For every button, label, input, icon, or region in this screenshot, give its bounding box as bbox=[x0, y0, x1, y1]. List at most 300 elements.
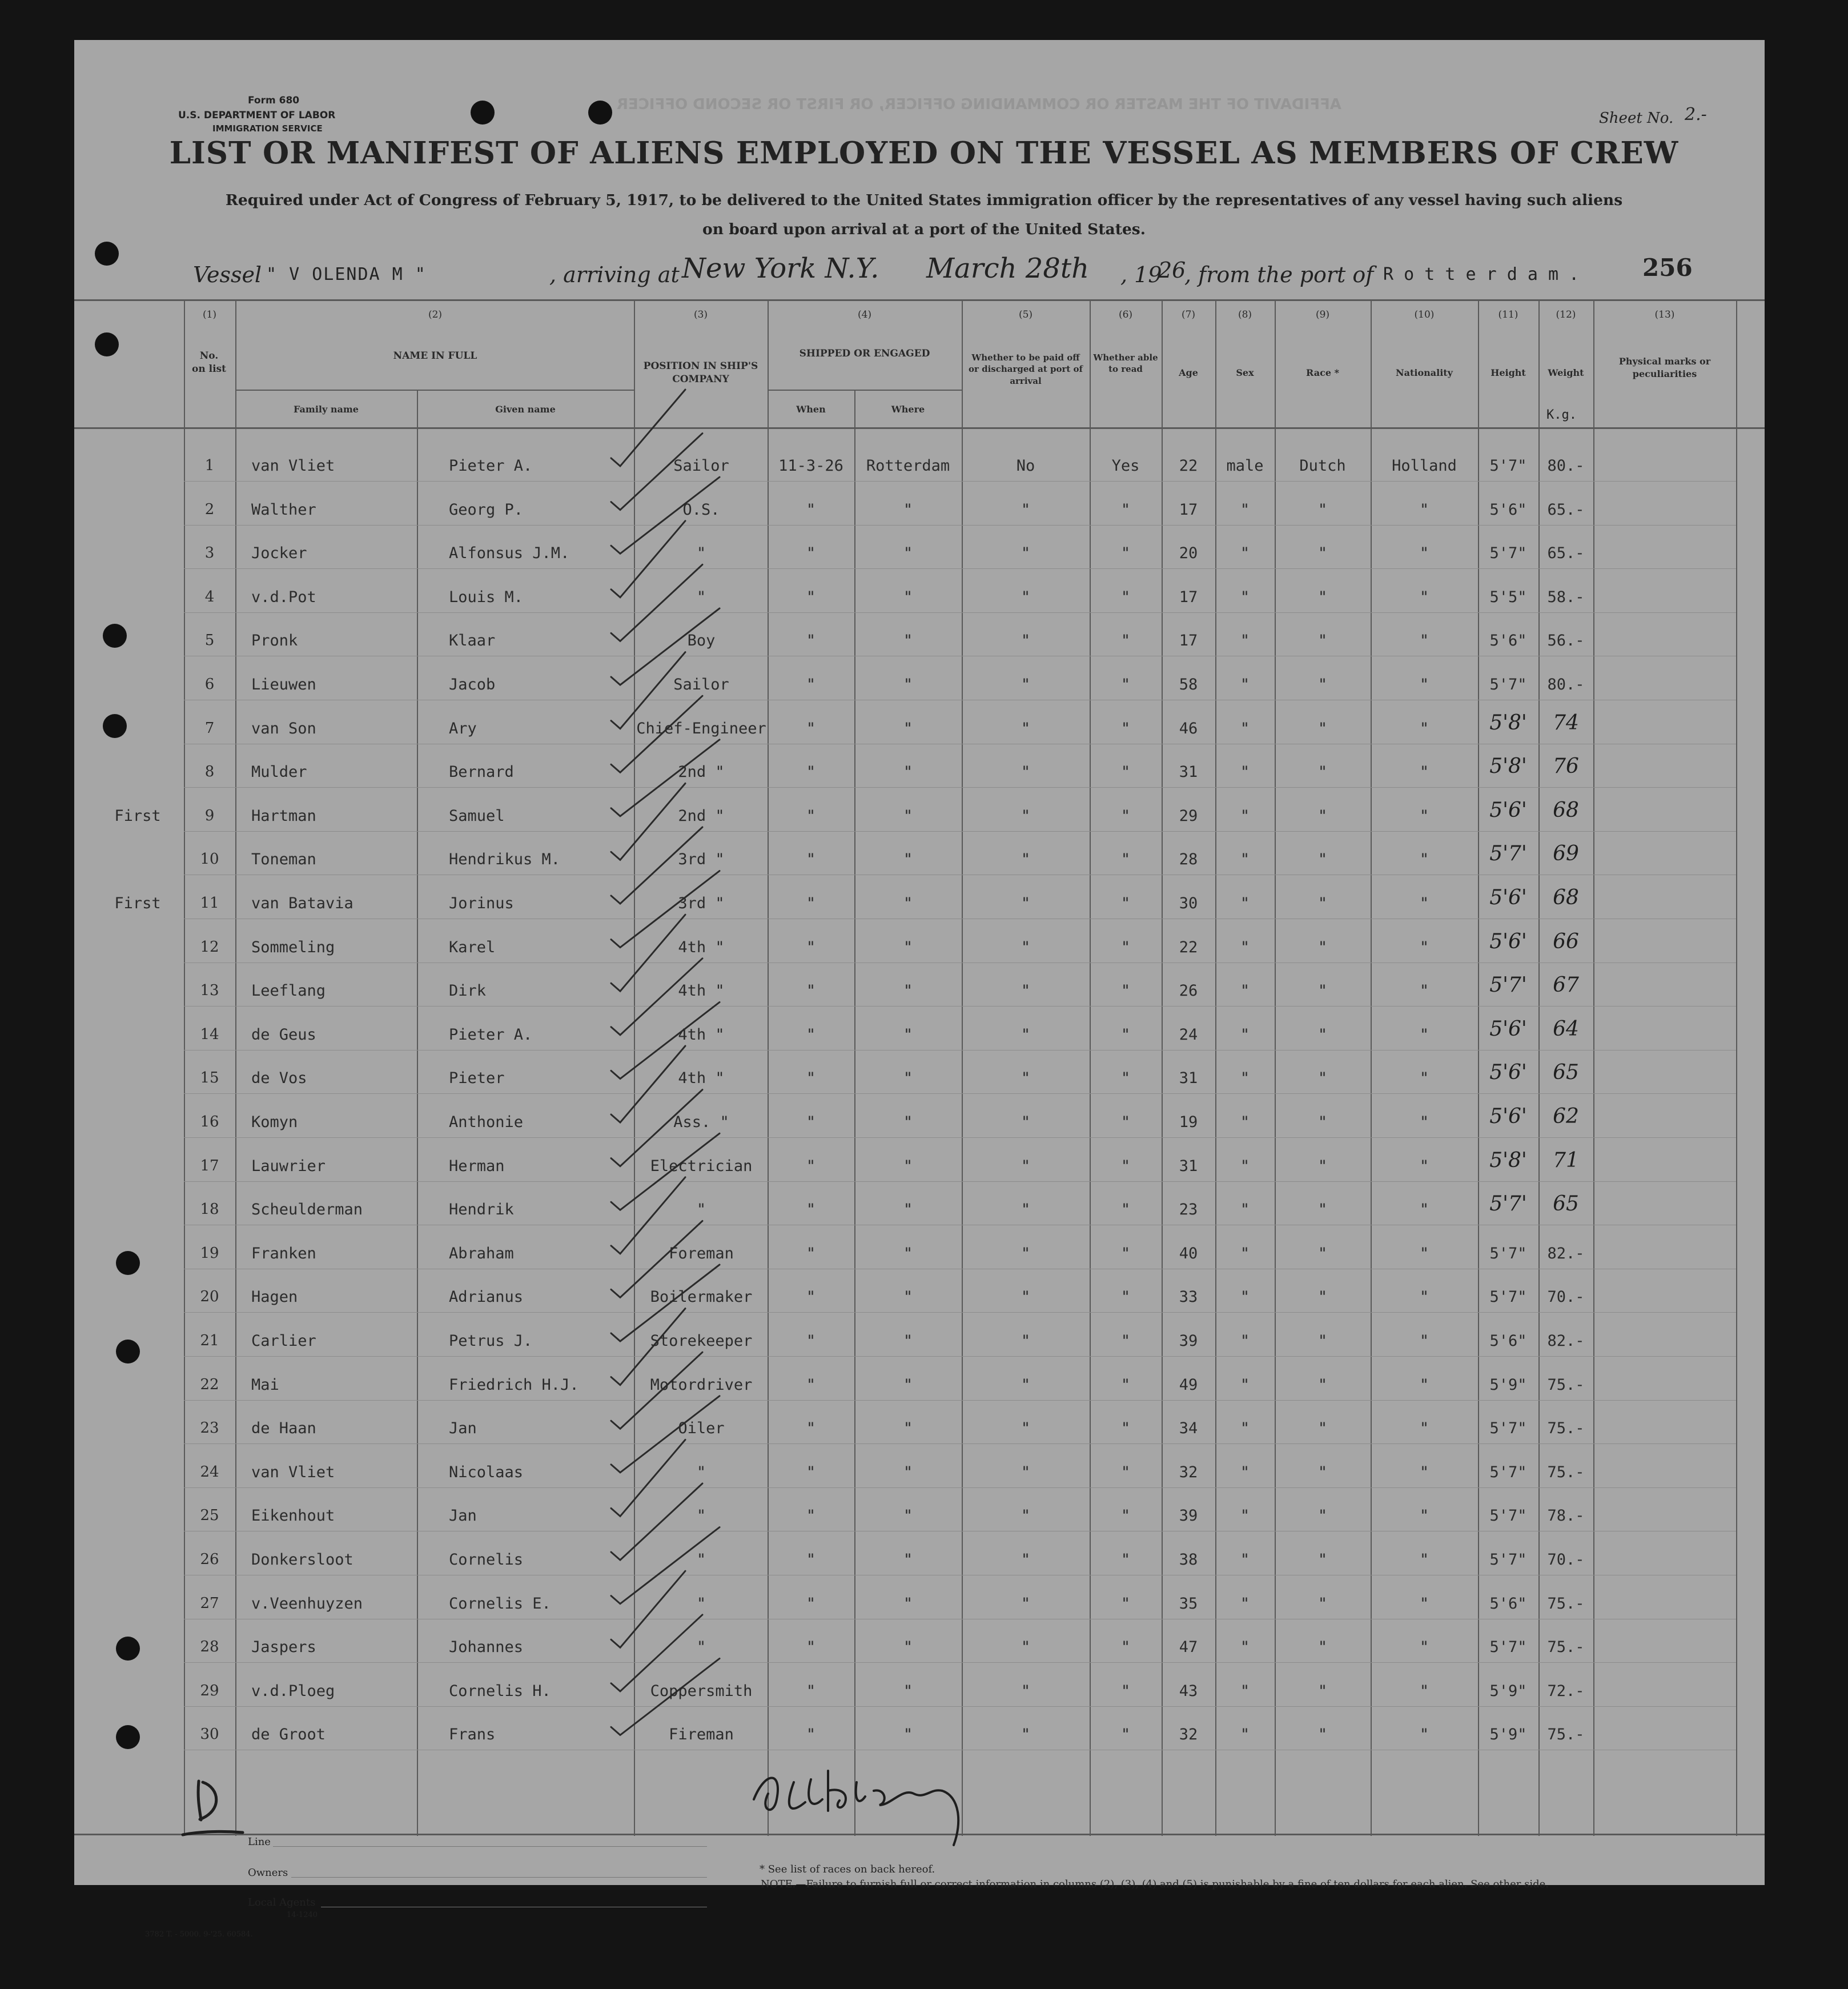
shipped-where: " bbox=[903, 1507, 913, 1525]
nationality: " bbox=[1419, 851, 1429, 869]
position: 4th " bbox=[678, 938, 725, 956]
given-name: Cornelis E. bbox=[449, 1594, 551, 1613]
year-prefix: , 19 bbox=[1120, 262, 1162, 287]
weight: 56.- bbox=[1547, 632, 1585, 650]
shipped-when: " bbox=[806, 1507, 816, 1525]
weight: 75.- bbox=[1547, 1419, 1585, 1438]
family-name: v.Veenhuyzen bbox=[251, 1594, 363, 1613]
height: 5'7" bbox=[1489, 1507, 1527, 1525]
age: 17 bbox=[1179, 632, 1198, 650]
weight: 75.- bbox=[1547, 1638, 1585, 1657]
row-rule bbox=[184, 1400, 1736, 1401]
paid-off: " bbox=[1021, 895, 1031, 912]
age: 31 bbox=[1179, 1157, 1198, 1175]
arrival-date: March 28th bbox=[926, 252, 1090, 284]
paid-off: " bbox=[1021, 1113, 1031, 1131]
table-row bbox=[0, 796, 1848, 839]
weight: 67 bbox=[1553, 973, 1579, 997]
family-name: Lauwrier bbox=[251, 1157, 326, 1175]
row-number: 11 bbox=[200, 895, 219, 912]
local-agents-label: Local Agents bbox=[248, 1896, 316, 1908]
family-name: Mulder bbox=[251, 763, 307, 781]
age: 17 bbox=[1179, 500, 1198, 519]
weight: 65 bbox=[1553, 1061, 1579, 1085]
sex: " bbox=[1240, 1113, 1250, 1131]
shipped-when: " bbox=[806, 1157, 816, 1175]
row-rule bbox=[184, 612, 1736, 613]
height: 5'6' bbox=[1489, 1017, 1527, 1041]
given-name: Bernard bbox=[449, 763, 514, 781]
able-to-read: " bbox=[1120, 588, 1131, 606]
row-number: 17 bbox=[200, 1157, 219, 1174]
paid-off: " bbox=[1021, 1638, 1031, 1657]
height: 5'7" bbox=[1489, 457, 1527, 475]
height: 5'7' bbox=[1489, 973, 1527, 997]
table-row bbox=[0, 664, 1848, 708]
able-to-read: " bbox=[1120, 1244, 1131, 1262]
position: " bbox=[696, 1638, 706, 1657]
race: " bbox=[1317, 1682, 1328, 1700]
check-mark bbox=[611, 1133, 720, 1210]
table-row bbox=[0, 708, 1848, 752]
row-number: 25 bbox=[200, 1507, 219, 1525]
family-name: Komyn bbox=[251, 1113, 298, 1131]
shipped-where: " bbox=[903, 1069, 913, 1088]
given-name: Klaar bbox=[449, 632, 496, 650]
nationality: " bbox=[1419, 1594, 1429, 1613]
height: 5'7" bbox=[1489, 676, 1527, 693]
punch-hole bbox=[95, 332, 119, 356]
position: 2nd " bbox=[678, 807, 725, 825]
age: 30 bbox=[1179, 895, 1198, 912]
race: " bbox=[1317, 1594, 1328, 1613]
col2-header: NAME IN FULL bbox=[393, 350, 477, 362]
sex: " bbox=[1240, 632, 1250, 650]
nationality: " bbox=[1419, 763, 1429, 781]
check-mark bbox=[611, 871, 720, 948]
paid-off: " bbox=[1021, 1376, 1031, 1394]
given-name: Pieter A. bbox=[449, 457, 533, 475]
row-number: 8 bbox=[204, 763, 215, 781]
weight: 69 bbox=[1553, 842, 1579, 866]
row-number: 3 bbox=[204, 544, 215, 562]
nationality: " bbox=[1419, 1157, 1429, 1175]
margin-mark bbox=[171, 1777, 246, 1839]
race: " bbox=[1317, 1507, 1328, 1525]
margin-note: First bbox=[114, 895, 161, 912]
shipped-when: " bbox=[806, 1025, 816, 1044]
position: " bbox=[696, 588, 706, 606]
family-name: Leeflang bbox=[251, 982, 326, 1000]
shipped-where: " bbox=[903, 1726, 913, 1744]
line-label: Line bbox=[248, 1836, 271, 1848]
able-to-read: " bbox=[1120, 1288, 1131, 1306]
shipped-where: " bbox=[903, 1332, 913, 1350]
row-rule bbox=[184, 1181, 1736, 1182]
position: Chief-Engineer bbox=[636, 719, 766, 737]
paid-off: " bbox=[1021, 1244, 1031, 1262]
shipped-where: " bbox=[903, 1113, 913, 1131]
weight: 65.- bbox=[1547, 544, 1585, 563]
shipped-when: " bbox=[806, 1288, 816, 1306]
shipped-where: " bbox=[903, 1463, 913, 1481]
shipped-when: " bbox=[806, 676, 816, 693]
race: " bbox=[1317, 632, 1328, 650]
family-name: Franken bbox=[251, 1244, 316, 1262]
shipped-when: " bbox=[806, 895, 816, 912]
table-top-rule bbox=[74, 299, 1765, 301]
race: " bbox=[1317, 1332, 1328, 1350]
row-rule bbox=[184, 831, 1736, 832]
age: 20 bbox=[1179, 544, 1198, 563]
col3-number: (3) bbox=[693, 309, 708, 320]
race: " bbox=[1317, 982, 1328, 1000]
check-mark bbox=[611, 1221, 702, 1297]
paid-off: " bbox=[1021, 851, 1031, 869]
col4a-header: When bbox=[796, 404, 826, 415]
paid-off: " bbox=[1021, 938, 1031, 956]
sex: " bbox=[1240, 938, 1250, 956]
weight: 75.- bbox=[1547, 1726, 1585, 1744]
weight: 62 bbox=[1553, 1105, 1579, 1128]
col5-number: (5) bbox=[1018, 309, 1033, 320]
check-marks bbox=[600, 308, 771, 1771]
age: 49 bbox=[1179, 1376, 1198, 1394]
given-name: Hendrikus M. bbox=[449, 851, 561, 869]
age: 43 bbox=[1179, 1682, 1198, 1700]
sex: male bbox=[1226, 457, 1264, 475]
height: 5'6' bbox=[1489, 1061, 1527, 1085]
height: 5'7" bbox=[1489, 1244, 1527, 1262]
shipped-when: " bbox=[806, 982, 816, 1000]
shipped-where: " bbox=[903, 1244, 913, 1262]
sex: " bbox=[1240, 1507, 1250, 1525]
age: 35 bbox=[1179, 1594, 1198, 1613]
age: 58 bbox=[1179, 676, 1198, 693]
race: " bbox=[1317, 851, 1328, 869]
height: 5'6" bbox=[1489, 1332, 1527, 1350]
table-row bbox=[0, 533, 1848, 576]
paid-off: " bbox=[1021, 588, 1031, 606]
height: 5'6' bbox=[1489, 929, 1527, 953]
given-name: Friedrich H.J. bbox=[449, 1376, 579, 1394]
given-name: Herman bbox=[449, 1157, 505, 1175]
from-port: R o t t e r d a m . bbox=[1383, 264, 1580, 284]
col7-header: Age bbox=[1179, 367, 1198, 378]
row-number: 21 bbox=[200, 1332, 219, 1349]
col13-header: Physical marks or peculiarities bbox=[1618, 356, 1711, 379]
height: 5'8' bbox=[1489, 755, 1527, 779]
col1-header: No. on list bbox=[192, 350, 226, 375]
row-rule bbox=[184, 1662, 1736, 1663]
col6-header: Whether able to read bbox=[1093, 352, 1158, 375]
shipped-where: " bbox=[903, 763, 913, 781]
row-rule bbox=[184, 525, 1736, 526]
race: " bbox=[1317, 1157, 1328, 1175]
nationality: " bbox=[1419, 1288, 1429, 1306]
check-mark bbox=[611, 827, 702, 904]
sex: " bbox=[1240, 1419, 1250, 1438]
given-name: Jorinus bbox=[449, 895, 514, 912]
shipped-when: " bbox=[806, 719, 816, 737]
family-name: Jocker bbox=[251, 544, 307, 563]
nationality: " bbox=[1419, 676, 1429, 693]
nationality: " bbox=[1419, 1419, 1429, 1438]
given-name: Jan bbox=[449, 1419, 477, 1438]
col12-number: (12) bbox=[1556, 309, 1576, 320]
table-row bbox=[0, 446, 1848, 489]
race: Dutch bbox=[1299, 457, 1346, 475]
shipped-when: " bbox=[806, 1594, 816, 1613]
row-number: 12 bbox=[200, 938, 219, 956]
race: " bbox=[1317, 1419, 1328, 1438]
officer-signature bbox=[742, 1748, 994, 1851]
paid-off: " bbox=[1021, 1069, 1031, 1088]
shipped-where: " bbox=[903, 1419, 913, 1438]
race: " bbox=[1317, 588, 1328, 606]
shipped-where: " bbox=[903, 1682, 913, 1700]
paid-off: " bbox=[1021, 1025, 1031, 1044]
shipped-when: " bbox=[806, 1419, 816, 1438]
row-rule bbox=[184, 568, 1736, 569]
family-name: Toneman bbox=[251, 851, 316, 869]
sheet-number: 2.- bbox=[1685, 105, 1707, 125]
shipped-when: " bbox=[806, 938, 816, 956]
arriving-at: New York N.Y. bbox=[682, 252, 879, 284]
able-to-read: " bbox=[1120, 719, 1131, 737]
col2a-header: Family name bbox=[294, 404, 359, 415]
position: Fireman bbox=[669, 1726, 734, 1744]
race: " bbox=[1317, 938, 1328, 956]
table-row bbox=[0, 1671, 1848, 1714]
sex: " bbox=[1240, 676, 1250, 693]
weight: 65 bbox=[1553, 1192, 1579, 1216]
sex: " bbox=[1240, 1201, 1250, 1219]
given-name: Adrianus bbox=[449, 1288, 524, 1306]
table-row bbox=[0, 927, 1848, 971]
year-suffix: 26 bbox=[1158, 258, 1186, 283]
col4-header: SHIPPED OR ENGAGED bbox=[799, 348, 930, 359]
table-row bbox=[0, 1102, 1848, 1145]
age: 40 bbox=[1179, 1244, 1198, 1262]
sex: " bbox=[1240, 1332, 1250, 1350]
row-number: 28 bbox=[200, 1638, 219, 1656]
given-name: Alfonsus J.M. bbox=[449, 544, 570, 563]
able-to-read: " bbox=[1120, 1682, 1131, 1700]
table-row bbox=[0, 490, 1848, 533]
shipped-when: " bbox=[806, 544, 816, 563]
weight: 58.- bbox=[1547, 588, 1585, 606]
nationality: " bbox=[1419, 938, 1429, 956]
row-rule bbox=[184, 1312, 1736, 1313]
shipped-where: " bbox=[903, 982, 913, 1000]
weight: 80.- bbox=[1547, 457, 1585, 475]
race: " bbox=[1317, 676, 1328, 693]
row-rule bbox=[184, 1093, 1736, 1094]
family-name: de Geus bbox=[251, 1025, 316, 1044]
position: " bbox=[696, 1201, 706, 1219]
col8-header: Sex bbox=[1236, 367, 1254, 378]
row-number: 26 bbox=[200, 1551, 219, 1568]
sex: " bbox=[1240, 719, 1250, 737]
position: Boy bbox=[687, 632, 716, 650]
table-row bbox=[0, 1058, 1848, 1101]
sex: " bbox=[1240, 544, 1250, 563]
height: 5'7" bbox=[1489, 1463, 1527, 1481]
weight: 75.- bbox=[1547, 1463, 1585, 1481]
age: 22 bbox=[1179, 457, 1198, 475]
position: Ass. " bbox=[673, 1113, 729, 1131]
shipped-where: Rotterdam bbox=[866, 457, 950, 475]
family-name: Donkersloot bbox=[251, 1551, 353, 1569]
paid-off: " bbox=[1021, 500, 1031, 519]
row-number: 20 bbox=[200, 1288, 219, 1306]
able-to-read: " bbox=[1120, 1157, 1131, 1175]
department-name: U.S. DEPARTMENT OF LABOR bbox=[178, 110, 336, 121]
affidavit-mirrored-text: AFFIDAVIT OF THE MASTER OR COMMANDING OFFICER, OR FIRST OR SECOND OFFICER bbox=[617, 96, 1341, 113]
weight: 82.- bbox=[1547, 1332, 1585, 1350]
nationality: " bbox=[1419, 1025, 1429, 1044]
position: Coppersmith bbox=[650, 1682, 753, 1700]
row-number: 24 bbox=[200, 1463, 219, 1481]
position: 4th " bbox=[678, 1069, 725, 1088]
shipped-when: " bbox=[806, 500, 816, 519]
nationality: Holland bbox=[1392, 457, 1457, 475]
shipped-subheader-rule bbox=[768, 390, 962, 391]
row-rule bbox=[184, 1706, 1736, 1707]
family-name: Walther bbox=[251, 500, 316, 519]
race: " bbox=[1317, 1201, 1328, 1219]
family-name: van Vliet bbox=[251, 457, 335, 475]
age: 47 bbox=[1179, 1638, 1198, 1657]
check-mark bbox=[611, 1265, 720, 1341]
shipped-when: " bbox=[806, 1244, 816, 1262]
shipped-where: " bbox=[903, 1551, 913, 1569]
row-number: 2 bbox=[204, 500, 215, 518]
row-number: 9 bbox=[204, 807, 215, 824]
weight: 68 bbox=[1553, 886, 1579, 909]
table-row bbox=[0, 577, 1848, 620]
table-row bbox=[0, 839, 1848, 883]
shipped-when: " bbox=[806, 763, 816, 781]
paid-off: " bbox=[1021, 982, 1031, 1000]
paid-off: " bbox=[1021, 1157, 1031, 1175]
shipped-where: " bbox=[903, 500, 913, 519]
name-subheader-rule bbox=[235, 390, 635, 391]
race: " bbox=[1317, 1113, 1328, 1131]
position: Oiler bbox=[678, 1419, 725, 1438]
nationality: " bbox=[1419, 544, 1429, 563]
able-to-read: " bbox=[1120, 676, 1131, 693]
height: 5'6" bbox=[1489, 1594, 1527, 1613]
shipped-when: " bbox=[806, 807, 816, 825]
shipped-where: " bbox=[903, 1594, 913, 1613]
height: 5'6' bbox=[1489, 798, 1527, 822]
race: " bbox=[1317, 719, 1328, 737]
col12-header: Weight bbox=[1548, 367, 1584, 378]
able-to-read: " bbox=[1120, 1069, 1131, 1088]
row-number: 4 bbox=[204, 588, 215, 605]
position: Electrician bbox=[650, 1157, 753, 1175]
family-name: v.d.Pot bbox=[251, 588, 316, 606]
nationality: " bbox=[1419, 588, 1429, 606]
owners-rule bbox=[291, 1877, 707, 1878]
nationality: " bbox=[1419, 1463, 1429, 1481]
paid-off: No bbox=[1016, 457, 1035, 475]
family-name: Sommeling bbox=[251, 938, 335, 956]
check-mark bbox=[611, 959, 702, 1035]
position: 2nd " bbox=[678, 763, 725, 781]
nationality: " bbox=[1419, 982, 1429, 1000]
age: 24 bbox=[1179, 1025, 1198, 1044]
able-to-read: " bbox=[1120, 851, 1131, 869]
age: 26 bbox=[1179, 982, 1198, 1000]
shipped-when: " bbox=[806, 1069, 816, 1088]
given-name: Pieter A. bbox=[449, 1025, 533, 1044]
able-to-read: " bbox=[1120, 1376, 1131, 1394]
sex: " bbox=[1240, 1682, 1250, 1700]
row-rule bbox=[184, 1443, 1736, 1444]
row-number: 16 bbox=[200, 1113, 219, 1130]
col11-header: Height bbox=[1491, 367, 1526, 378]
owners-label: Owners bbox=[248, 1867, 288, 1879]
race: " bbox=[1317, 1288, 1328, 1306]
row-number: 29 bbox=[200, 1682, 219, 1699]
shipped-when: " bbox=[806, 1726, 816, 1744]
paid-off: " bbox=[1021, 1419, 1031, 1438]
sex: " bbox=[1240, 895, 1250, 912]
check-mark bbox=[611, 1002, 720, 1078]
vessel-name: " V OLENDA M " bbox=[266, 264, 427, 284]
height: 5'7' bbox=[1489, 1192, 1527, 1216]
nationality: " bbox=[1419, 1726, 1429, 1744]
given-name: Petrus J. bbox=[449, 1332, 533, 1350]
shipped-where: " bbox=[903, 895, 913, 912]
race: " bbox=[1317, 544, 1328, 563]
family-name: de Groot bbox=[251, 1726, 326, 1744]
paid-off: " bbox=[1021, 1288, 1031, 1306]
sex: " bbox=[1240, 588, 1250, 606]
able-to-read: " bbox=[1120, 807, 1131, 825]
col2-number: (2) bbox=[428, 309, 443, 320]
shipped-where: " bbox=[903, 632, 913, 650]
row-number: 23 bbox=[200, 1419, 219, 1437]
age: 29 bbox=[1179, 807, 1198, 825]
col4b-header: Where bbox=[891, 404, 925, 415]
col9-number: (9) bbox=[1315, 309, 1330, 320]
age: 32 bbox=[1179, 1463, 1198, 1481]
sex: " bbox=[1240, 763, 1250, 781]
shipped-when: " bbox=[806, 851, 816, 869]
row-rule bbox=[184, 1356, 1736, 1357]
table-row bbox=[0, 1146, 1848, 1189]
shipped-where: " bbox=[903, 851, 913, 869]
race: " bbox=[1317, 895, 1328, 912]
check-mark bbox=[611, 696, 702, 772]
position: " bbox=[696, 1463, 706, 1481]
given-name: Jan bbox=[449, 1507, 477, 1525]
given-name: Ary bbox=[449, 719, 477, 737]
row-number: 13 bbox=[200, 982, 219, 1000]
table-row bbox=[0, 971, 1848, 1014]
position: Storekeeper bbox=[650, 1332, 753, 1350]
row-number: 1 bbox=[204, 457, 215, 474]
weight: 68 bbox=[1553, 798, 1579, 822]
table-row bbox=[0, 1452, 1848, 1495]
race: " bbox=[1317, 1638, 1328, 1657]
stamp-number: 256 bbox=[1642, 254, 1693, 282]
col8-number: (8) bbox=[1238, 309, 1252, 320]
